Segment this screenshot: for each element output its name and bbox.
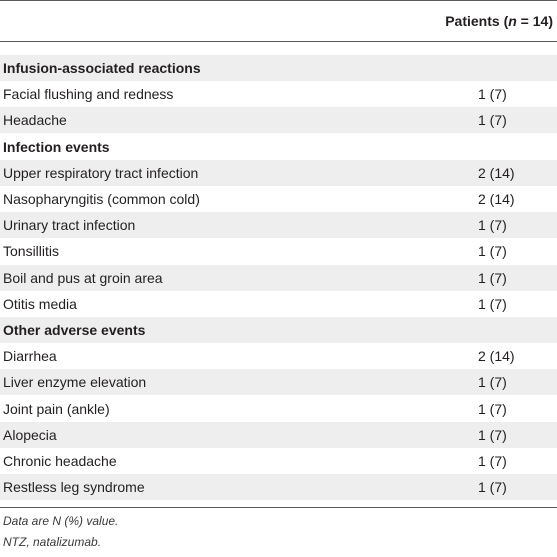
header-bottom-rule	[0, 41, 557, 42]
event-count: 2 (14)	[478, 164, 515, 181]
event-label: Liver enzyme elevation	[3, 374, 147, 391]
event-count: 1 (7)	[478, 243, 507, 260]
event-label: Tonsillitis	[3, 243, 60, 260]
event-label: Chronic headache	[3, 453, 117, 469]
event-label: Otitis media	[3, 295, 77, 312]
event-count: 1 (7)	[478, 269, 507, 286]
column-header-patients	[445, 13, 553, 29]
section-row	[0, 134, 557, 160]
header-n: n	[508, 13, 517, 29]
table-row	[0, 265, 557, 291]
footnote-abbreviation: NTZ, natalizumab.	[3, 535, 102, 549]
section-heading: Infusion-associated reactions	[3, 60, 201, 76]
event-count: 1 (7)	[478, 295, 507, 312]
section-heading: Infection events	[3, 138, 110, 155]
event-count: 1 (7)	[478, 479, 507, 496]
table-row	[0, 474, 557, 500]
table-row	[0, 81, 557, 107]
event-count: 1 (7)	[478, 426, 507, 443]
table-row	[0, 422, 557, 448]
event-count: 1 (7)	[478, 374, 507, 391]
table-row	[0, 396, 557, 422]
table-row	[0, 369, 557, 395]
event-label: Boil and pus at groin area	[3, 269, 163, 286]
event-count: 1 (7)	[478, 453, 507, 469]
event-count: 2 (14)	[478, 348, 515, 365]
event-count: 1 (7)	[478, 400, 507, 417]
event-label: Diarrhea	[3, 348, 57, 365]
section-row	[0, 317, 557, 343]
event-label: Upper respiratory tract infection	[3, 164, 199, 181]
event-label: Urinary tract infection	[3, 217, 136, 234]
event-count: 1 (7)	[478, 217, 507, 234]
table-row	[0, 160, 557, 186]
event-label: Facial flushing and redness	[3, 86, 174, 103]
event-count: 1 (7)	[478, 112, 507, 129]
event-label: Joint pain (ankle)	[3, 400, 110, 417]
table-row	[0, 107, 557, 133]
table-bottom-rule	[0, 507, 557, 508]
table-row	[0, 343, 557, 369]
event-label: Nasopharyngitis (common cold)	[3, 191, 200, 207]
table-row	[0, 238, 557, 264]
header-prefix: Patients (	[445, 13, 509, 29]
event-label: Restless leg syndrome	[3, 479, 145, 496]
table-row	[0, 186, 557, 212]
section-heading: Other adverse events	[3, 322, 146, 338]
event-count: 1 (7)	[478, 86, 507, 103]
table-row	[0, 291, 557, 317]
section-row	[0, 55, 557, 81]
table-top-rule	[0, 0, 557, 1]
event-label: Alopecia	[3, 426, 57, 443]
table-row	[0, 212, 557, 238]
event-label: Headache	[3, 112, 67, 129]
header-suffix: = 14)	[516, 13, 553, 29]
footnote-data-format: Data are N (%) value.	[3, 514, 119, 528]
table-row	[0, 448, 557, 474]
event-count: 2 (14)	[478, 191, 515, 207]
